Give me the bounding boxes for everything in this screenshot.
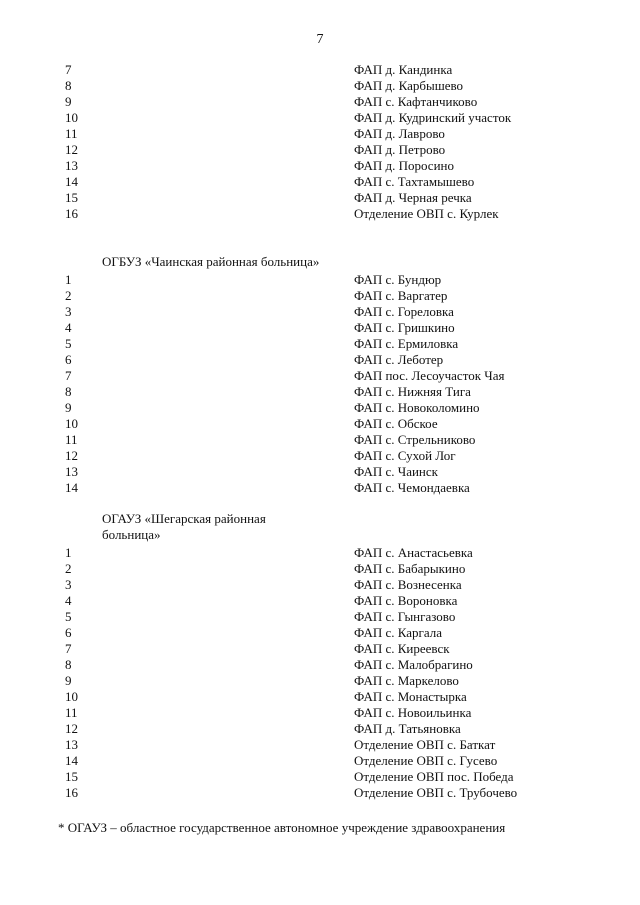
- facility-name: ФАП с. Киреевск: [354, 641, 450, 656]
- facility-list: [0, 62, 640, 222]
- item-number: 9: [65, 400, 72, 415]
- item-number: 7: [65, 641, 72, 656]
- list-item: [0, 432, 640, 448]
- facility-name: ФАП с. Ермиловка: [354, 336, 459, 351]
- facility-name: ФАП с. Чемондаевка: [354, 480, 470, 495]
- item-number: 15: [65, 190, 78, 205]
- item-number: 6: [65, 625, 72, 640]
- list-item: [0, 593, 640, 609]
- list-item: [0, 561, 640, 577]
- item-number: 15: [65, 769, 78, 784]
- facility-name: ФАП с. Бундюр: [354, 272, 442, 287]
- facility-name: ФАП с. Стрельниково: [354, 432, 476, 447]
- item-number: 10: [65, 689, 78, 704]
- item-number: 1: [65, 545, 72, 560]
- facility-name: Отделение ОВП с. Курлек: [354, 206, 499, 221]
- facility-name: ФАП с. Сухой Лог: [354, 448, 456, 463]
- facility-name: ФАП с. Гынгазово: [354, 609, 456, 624]
- item-number: 16: [65, 785, 78, 800]
- list-item: [0, 464, 640, 480]
- item-number: 3: [65, 577, 72, 592]
- list-item: [0, 142, 640, 158]
- list-item: [0, 785, 640, 801]
- item-number: 2: [65, 561, 72, 576]
- facility-list: [0, 545, 640, 801]
- item-number: 12: [65, 448, 78, 463]
- list-item: [0, 94, 640, 110]
- facility-name: ФАП с. Гореловка: [354, 304, 454, 319]
- list-item: [0, 625, 640, 641]
- list-item: [0, 609, 640, 625]
- list-item: [0, 721, 640, 737]
- facility-name: ФАП с. Чаинск: [354, 464, 438, 479]
- item-number: 8: [65, 78, 72, 93]
- list-item: [0, 368, 640, 384]
- list-item: [0, 384, 640, 400]
- list-item: [0, 174, 640, 190]
- footnote: * ОГАУЗ – областное государственное автономное учреждение здравоохранения: [58, 820, 506, 835]
- item-number: 10: [65, 416, 78, 431]
- facility-name: ФАП с. Новоильинка: [354, 705, 472, 720]
- list-item: [0, 705, 640, 721]
- item-number: 14: [65, 480, 78, 495]
- item-number: 13: [65, 158, 78, 173]
- facility-name: ФАП д. Кандинка: [354, 62, 453, 77]
- facility-name: ФАП д. Поросино: [354, 158, 454, 173]
- item-number: 6: [65, 352, 72, 367]
- list-item: [0, 689, 640, 705]
- facility-name: Отделение ОВП с. Гусево: [354, 753, 498, 768]
- facility-name: ФАП с. Варгатер: [354, 288, 448, 303]
- item-number: 2: [65, 288, 72, 303]
- section-shegarka-hospital: [0, 511, 640, 801]
- facility-name: ФАП д. Кудринский участок: [354, 110, 512, 125]
- list-item: [0, 641, 640, 657]
- item-number: 12: [65, 721, 78, 736]
- list-item: [0, 288, 640, 304]
- facility-name: Отделение ОВП с. Трубочево: [354, 785, 518, 800]
- section-chainsk-hospital: [0, 254, 640, 496]
- item-number: 9: [65, 94, 72, 109]
- item-number: 12: [65, 142, 78, 157]
- list-item: [0, 78, 640, 94]
- item-number: 5: [65, 336, 72, 351]
- list-item: [0, 304, 640, 320]
- item-number: 4: [65, 593, 72, 608]
- item-number: 14: [65, 174, 78, 189]
- list-item: [0, 657, 640, 673]
- facility-name: ФАП с. Вознесенка: [354, 577, 462, 592]
- item-number: 5: [65, 609, 72, 624]
- facility-name: ФАП с. Бабарыкино: [354, 561, 466, 576]
- facility-name: ФАП с. Маркелово: [354, 673, 459, 688]
- list-item: [0, 577, 640, 593]
- item-number: 9: [65, 673, 72, 688]
- organization-title: [102, 511, 342, 543]
- list-item: [0, 110, 640, 126]
- item-number: 13: [65, 737, 78, 752]
- item-number: 4: [65, 320, 72, 335]
- facility-name: ФАП с. Нижняя Тига: [354, 384, 471, 399]
- facility-name: ФАП с. Обское: [354, 416, 438, 431]
- facility-name: ФАП д. Лаврово: [354, 126, 445, 141]
- list-item: [0, 206, 640, 222]
- item-number: 3: [65, 304, 72, 319]
- facility-name: ФАП с. Анастасьевка: [354, 545, 473, 560]
- facility-name: ФАП д. Карбышево: [354, 78, 464, 93]
- item-number: 16: [65, 206, 78, 221]
- facility-name: ФАП д. Петрово: [354, 142, 446, 157]
- facility-list: [0, 272, 640, 496]
- facility-name: ФАП с. Малобрагино: [354, 657, 473, 672]
- item-number: 14: [65, 753, 78, 768]
- item-number: 13: [65, 464, 78, 479]
- item-number: 10: [65, 110, 78, 125]
- facility-name: ФАП с. Монастырка: [354, 689, 467, 704]
- list-item: [0, 320, 640, 336]
- list-item: [0, 416, 640, 432]
- item-number: 11: [65, 705, 78, 720]
- page-number: 7: [316, 32, 324, 47]
- item-number: 1: [65, 272, 72, 287]
- list-item: [0, 158, 640, 174]
- list-item: [0, 336, 640, 352]
- facility-name: Отделение ОВП с. Баткат: [354, 737, 496, 752]
- facility-name: ФАП с. Новоколомино: [354, 400, 480, 415]
- organization-title: ОГБУЗ «Чаинская районная больница»: [102, 254, 320, 269]
- facility-name: Отделение ОВП пос. Победа: [354, 769, 514, 784]
- list-item: [0, 753, 640, 769]
- item-number: 11: [65, 126, 78, 141]
- organization-title-line1: ОГАУЗ «Шегарская районная: [102, 511, 266, 526]
- organization-title-line2: больница»: [102, 527, 161, 542]
- item-number: 7: [65, 62, 72, 77]
- list-item: [0, 352, 640, 368]
- list-item: [0, 769, 640, 785]
- facility-name: ФАП пос. Лесоучасток Чая: [354, 368, 505, 383]
- list-item: [0, 272, 640, 288]
- facility-name: ФАП д. Татьяновка: [354, 721, 461, 736]
- item-number: 11: [65, 432, 78, 447]
- section-continued-list: [0, 62, 640, 222]
- list-item: [0, 62, 640, 78]
- facility-name: ФАП с. Кафтанчиково: [354, 94, 478, 109]
- list-item: [0, 673, 640, 689]
- list-item: [0, 737, 640, 753]
- list-item: [0, 545, 640, 561]
- list-item: [0, 448, 640, 464]
- item-number: 8: [65, 657, 72, 672]
- facility-name: ФАП с. Леботер: [354, 352, 444, 367]
- facility-name: ФАП с. Вороновка: [354, 593, 458, 608]
- facility-name: ФАП с. Тахтамышево: [354, 174, 475, 189]
- item-number: 7: [65, 368, 72, 383]
- list-item: [0, 400, 640, 416]
- facility-name: ФАП с. Каргала: [354, 625, 442, 640]
- list-item: [0, 190, 640, 206]
- facility-name: ФАП с. Гришкино: [354, 320, 455, 335]
- item-number: 8: [65, 384, 72, 399]
- list-item: [0, 126, 640, 142]
- facility-name: ФАП д. Черная речка: [354, 190, 472, 205]
- list-item: [0, 480, 640, 496]
